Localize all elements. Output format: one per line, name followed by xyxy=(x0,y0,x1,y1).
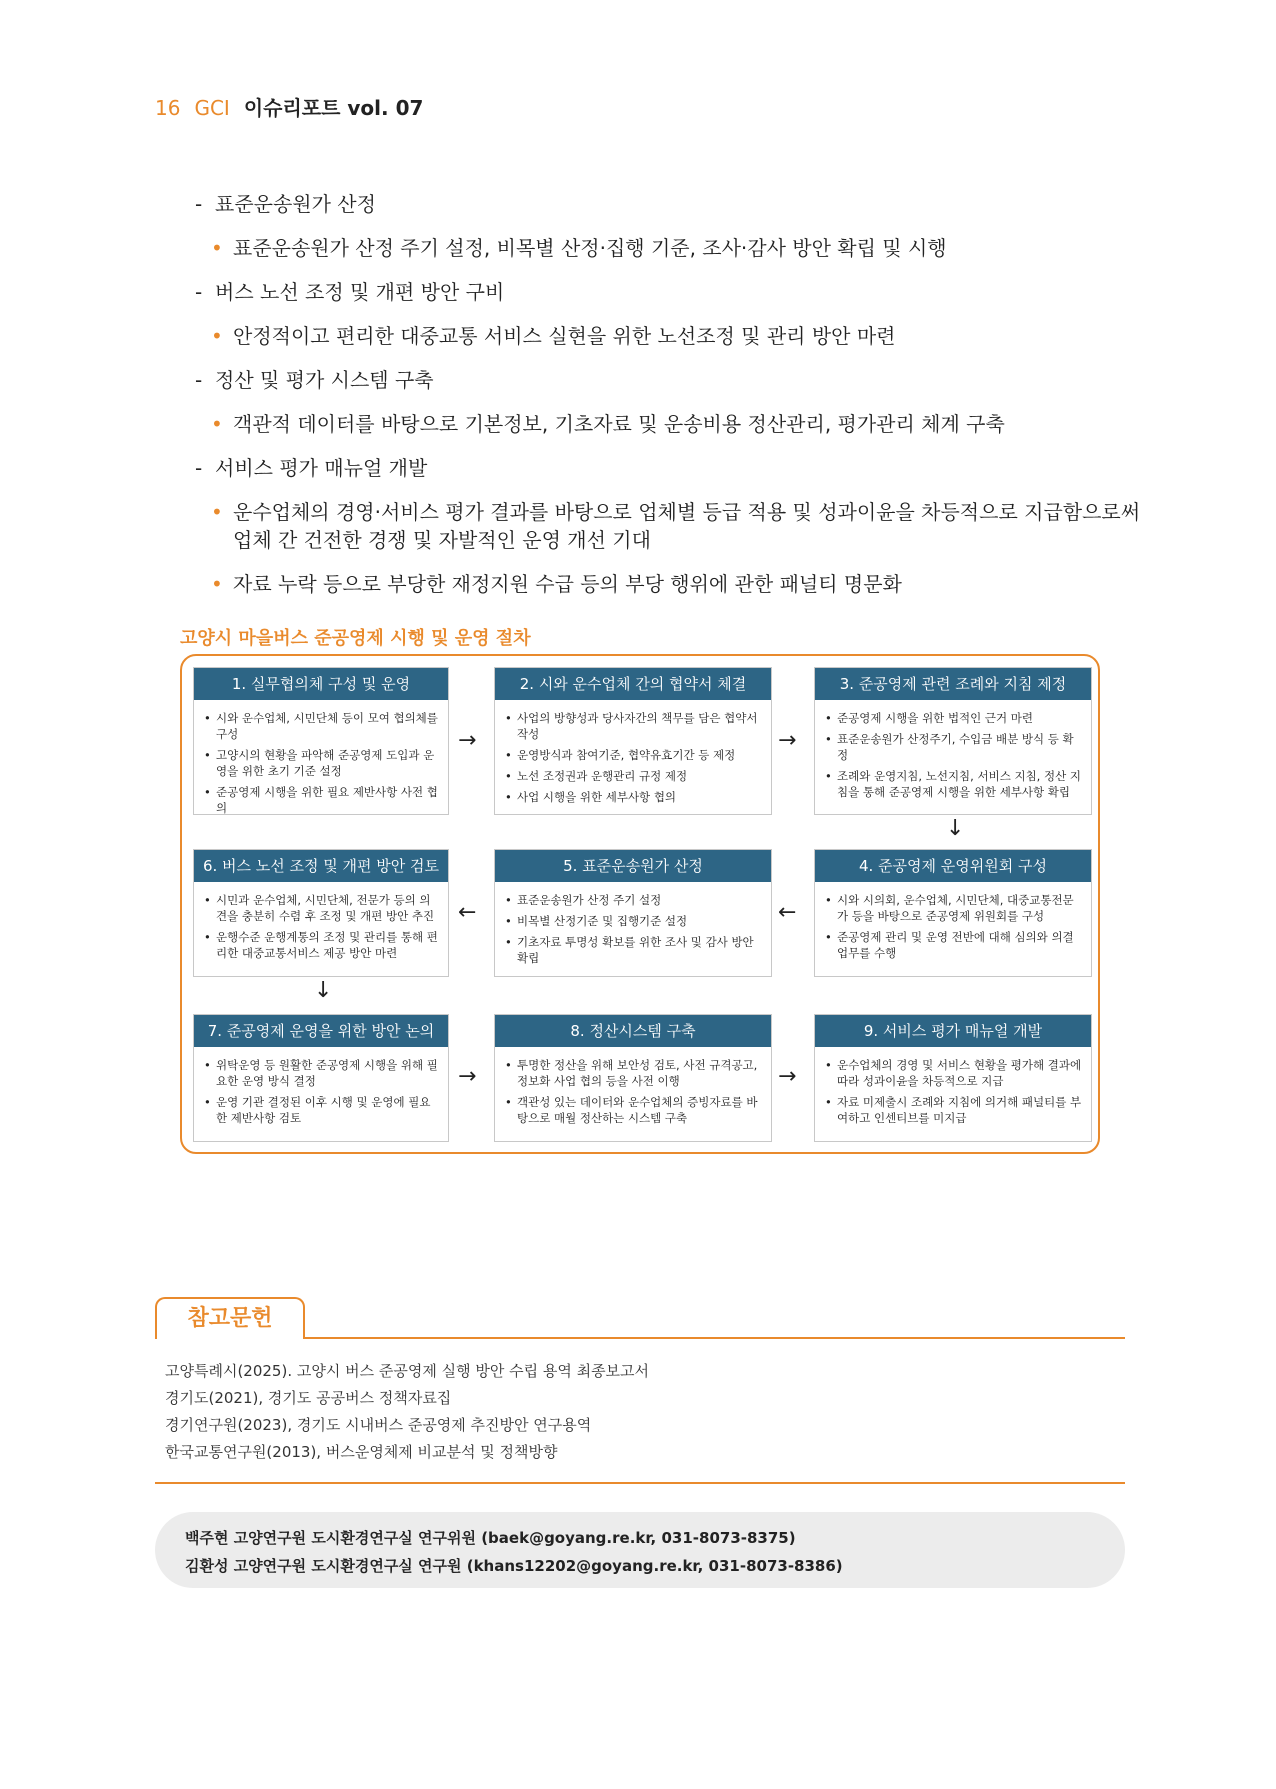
step-item: • 운수업체의 경영 및 서비스 현황을 평가해 결과에 따라 성과이윤을 차등적으로 지급 xyxy=(837,1057,1083,1089)
step-title: 8. 정산시스템 구축 xyxy=(495,1015,771,1047)
arrow-right-icon: → xyxy=(778,728,797,753)
page-number: 16 xyxy=(155,96,181,120)
step-item: • 운행수준 운행계통의 조정 및 관리를 통해 편리한 대중교통서비스 제공 방안 마련 xyxy=(216,929,440,961)
step-box-6 xyxy=(193,849,449,977)
step-item: • 위탁운영 등 원활한 준공영제 시행을 위해 필요한 운영 방식 결정 xyxy=(216,1057,440,1089)
arrow-right-icon: → xyxy=(458,728,477,753)
arrow-down-icon: ↓ xyxy=(314,978,333,1003)
step-item: • 노선 조정권과 운행관리 규정 제정 xyxy=(517,768,763,784)
item-text: 자료 누락 등으로 부당한 재정지원 수급 등의 부당 행위에 관한 패널티 명문화 xyxy=(233,572,902,596)
step-item: • 시와 시의회, 운수업체, 시민단체, 대중교통전문가 등을 바탕으로 준공영제 위원회를 구성 xyxy=(837,892,1083,924)
procedure-diagram xyxy=(180,654,1100,1154)
step-items xyxy=(495,700,771,805)
step-item: • 준공영제 시행을 위한 법적인 근거 마련 xyxy=(837,710,1083,726)
step-box-9 xyxy=(814,1014,1092,1142)
step-title: 2. 시와 운수업체 간의 협약서 체결 xyxy=(495,668,771,700)
step-item: • 준공영제 관리 및 운영 전반에 대해 심의와 의결 업무를 수행 xyxy=(837,929,1083,961)
dash-marker: - xyxy=(195,456,203,480)
references-bottom-divider xyxy=(155,1482,1125,1484)
step-item: • 시와 운수업체, 시민단체 등이 모여 협의체를 구성 xyxy=(216,710,440,742)
dash-marker: - xyxy=(195,368,203,392)
step-item: • 비목별 산정기준 및 집행기준 설정 xyxy=(517,913,763,929)
step-item: • 표준운송원가 산정 주기 설정 xyxy=(517,892,763,908)
section-heading xyxy=(195,366,1145,394)
bullet-item xyxy=(195,410,1145,438)
page-header xyxy=(155,92,423,121)
step-title: 7. 준공영제 운영을 위한 방안 논의 xyxy=(194,1015,448,1047)
figure-title: 고양시 마을버스 준공영제 시행 및 운영 절차 xyxy=(180,628,531,649)
bullet-item xyxy=(195,570,1145,598)
step-items xyxy=(194,700,448,816)
item-text: 운수업체의 경영·서비스 평가 결과를 바탕으로 업체별 등급 적용 및 성과이윤을 차등적으로 지급함으로써 업체 간 건전한 경쟁 및 자발적인 운영 개선 기대 xyxy=(233,500,1141,552)
step-item: • 자료 미제출시 조례와 지침에 의거해 패널티를 부여하고 인센티브를 미지급 xyxy=(837,1094,1083,1126)
arrow-right-icon: → xyxy=(458,1064,477,1089)
bullet-dot-icon: • xyxy=(211,412,223,436)
step-items xyxy=(815,1047,1091,1126)
step-title: 6. 버스 노선 조정 및 개편 방안 검토 xyxy=(194,850,448,882)
step-item: • 시민과 운수업체, 시민단체, 전문가 등의 의견을 충분히 수렴 후 조정 및 개편 방안 추진 xyxy=(216,892,440,924)
bullet-item xyxy=(195,498,1145,554)
step-box-2 xyxy=(494,667,772,815)
step-title: 5. 표준운송원가 산정 xyxy=(495,850,771,882)
references-label: 참고문헌 xyxy=(155,1297,305,1339)
step-title: 3. 준공영제 관련 조례와 지침 제정 xyxy=(815,668,1091,700)
section-heading xyxy=(195,278,1145,306)
reference-item: 경기연구원(2023), 경기도 시내버스 준공영제 추진방안 연구용역 xyxy=(165,1416,592,1434)
step-items xyxy=(815,882,1091,961)
step-item: • 운영방식과 참여기준, 협약유효기간 등 제정 xyxy=(517,747,763,763)
step-items xyxy=(495,1047,771,1126)
arrow-left-icon: ← xyxy=(778,900,797,925)
step-box-1 xyxy=(193,667,449,815)
step-box-3 xyxy=(814,667,1092,815)
reference-item: 한국교통연구원(2013), 버스운영체제 비교분석 및 정책방향 xyxy=(165,1443,558,1461)
arrow-left-icon: ← xyxy=(458,900,477,925)
dash-marker: - xyxy=(195,280,203,304)
bullet-dot-icon: • xyxy=(211,236,223,260)
step-item: • 투명한 정산을 위해 보안성 검토, 사전 규격공고, 정보화 사업 협의 등을 사전 이행 xyxy=(517,1057,763,1089)
step-item: • 사업의 방향성과 당사자간의 책무를 담은 협약서 작성 xyxy=(517,710,763,742)
bullet-dot-icon: • xyxy=(211,572,223,596)
step-items xyxy=(194,882,448,961)
item-text: 표준운송원가 산정 xyxy=(215,192,376,216)
step-items xyxy=(495,882,771,966)
author-line: 김환성 고양연구원 도시환경연구실 연구원 (khans12202@goyang.re.kr, 031-8073-8386) xyxy=(185,1557,843,1575)
step-item: • 준공영제 시행을 위한 필요 제반사항 사전 협의 xyxy=(216,784,440,816)
step-item: • 표준운송원가 산정주기, 수입금 배분 방식 등 확정 xyxy=(837,731,1083,763)
step-title: 4. 준공영제 운영위원회 구성 xyxy=(815,850,1091,882)
item-text: 객관적 데이터를 바탕으로 기본정보, 기초자료 및 운송비용 정산관리, 평가관리 체계 구축 xyxy=(233,412,1005,436)
author-info xyxy=(155,1512,1125,1588)
section-heading xyxy=(195,190,1145,218)
reference-item: 고양특례시(2025). 고양시 버스 준공영제 실행 방안 수립 용역 최종보고서 xyxy=(165,1362,650,1380)
item-text: 서비스 평가 매뉴얼 개발 xyxy=(215,456,428,480)
bullet-dot-icon: • xyxy=(211,500,223,524)
step-title: 1. 실무협의체 구성 및 운영 xyxy=(194,668,448,700)
step-item: • 사업 시행을 위한 세부사항 협의 xyxy=(517,789,763,805)
step-item: • 기초자료 투명성 확보를 위한 조사 및 감사 방안 확립 xyxy=(517,934,763,966)
body-text xyxy=(195,190,1145,614)
step-box-5 xyxy=(494,849,772,977)
item-text: 안정적이고 편리한 대중교통 서비스 실현을 위한 노선조정 및 관리 방안 마련 xyxy=(233,324,896,348)
step-title: 9. 서비스 평가 매뉴얼 개발 xyxy=(815,1015,1091,1047)
step-box-8 xyxy=(494,1014,772,1142)
section-heading xyxy=(195,454,1145,482)
bullet-item xyxy=(195,322,1145,350)
references-divider xyxy=(305,1337,1125,1339)
bullet-item xyxy=(195,234,1145,262)
step-box-4 xyxy=(814,849,1092,977)
step-item: • 조례와 운영지침, 노선지침, 서비스 지침, 정산 지침을 통해 준공영제 시행을 위한 세부사항 확립 xyxy=(837,768,1083,800)
reference-item: 경기도(2021), 경기도 공공버스 정책자료집 xyxy=(165,1389,452,1407)
references-list xyxy=(165,1358,649,1466)
series-title: 이슈리포트 vol. 07 xyxy=(243,96,424,120)
step-box-7 xyxy=(193,1014,449,1142)
arrow-down-icon: ↓ xyxy=(946,816,965,841)
step-item: • 고양시의 현황을 파악해 준공영제 도입과 운영을 위한 초기 기준 설정 xyxy=(216,747,440,779)
item-text: 표준운송원가 산정 주기 설정, 비목별 산정·집행 기준, 조사·감사 방안 확립 및 시행 xyxy=(233,236,947,260)
step-item: • 객관성 있는 데이터와 운수업체의 증빙자료를 바탕으로 매월 정산하는 시스템 구축 xyxy=(517,1094,763,1126)
brand-label: GCI xyxy=(194,96,230,120)
step-items xyxy=(815,700,1091,800)
author-line: 백주현 고양연구원 도시환경연구실 연구위원 (baek@goyang.re.kr, 031-8073-8375) xyxy=(185,1529,796,1547)
step-items xyxy=(194,1047,448,1126)
item-text: 정산 및 평가 시스템 구축 xyxy=(215,368,434,392)
step-item: • 운영 기관 결정된 이후 시행 및 운영에 필요한 제반사항 검토 xyxy=(216,1094,440,1126)
item-text: 버스 노선 조정 및 개편 방안 구비 xyxy=(215,280,505,304)
arrow-right-icon: → xyxy=(778,1064,797,1089)
dash-marker: - xyxy=(195,192,203,216)
bullet-dot-icon: • xyxy=(211,324,223,348)
